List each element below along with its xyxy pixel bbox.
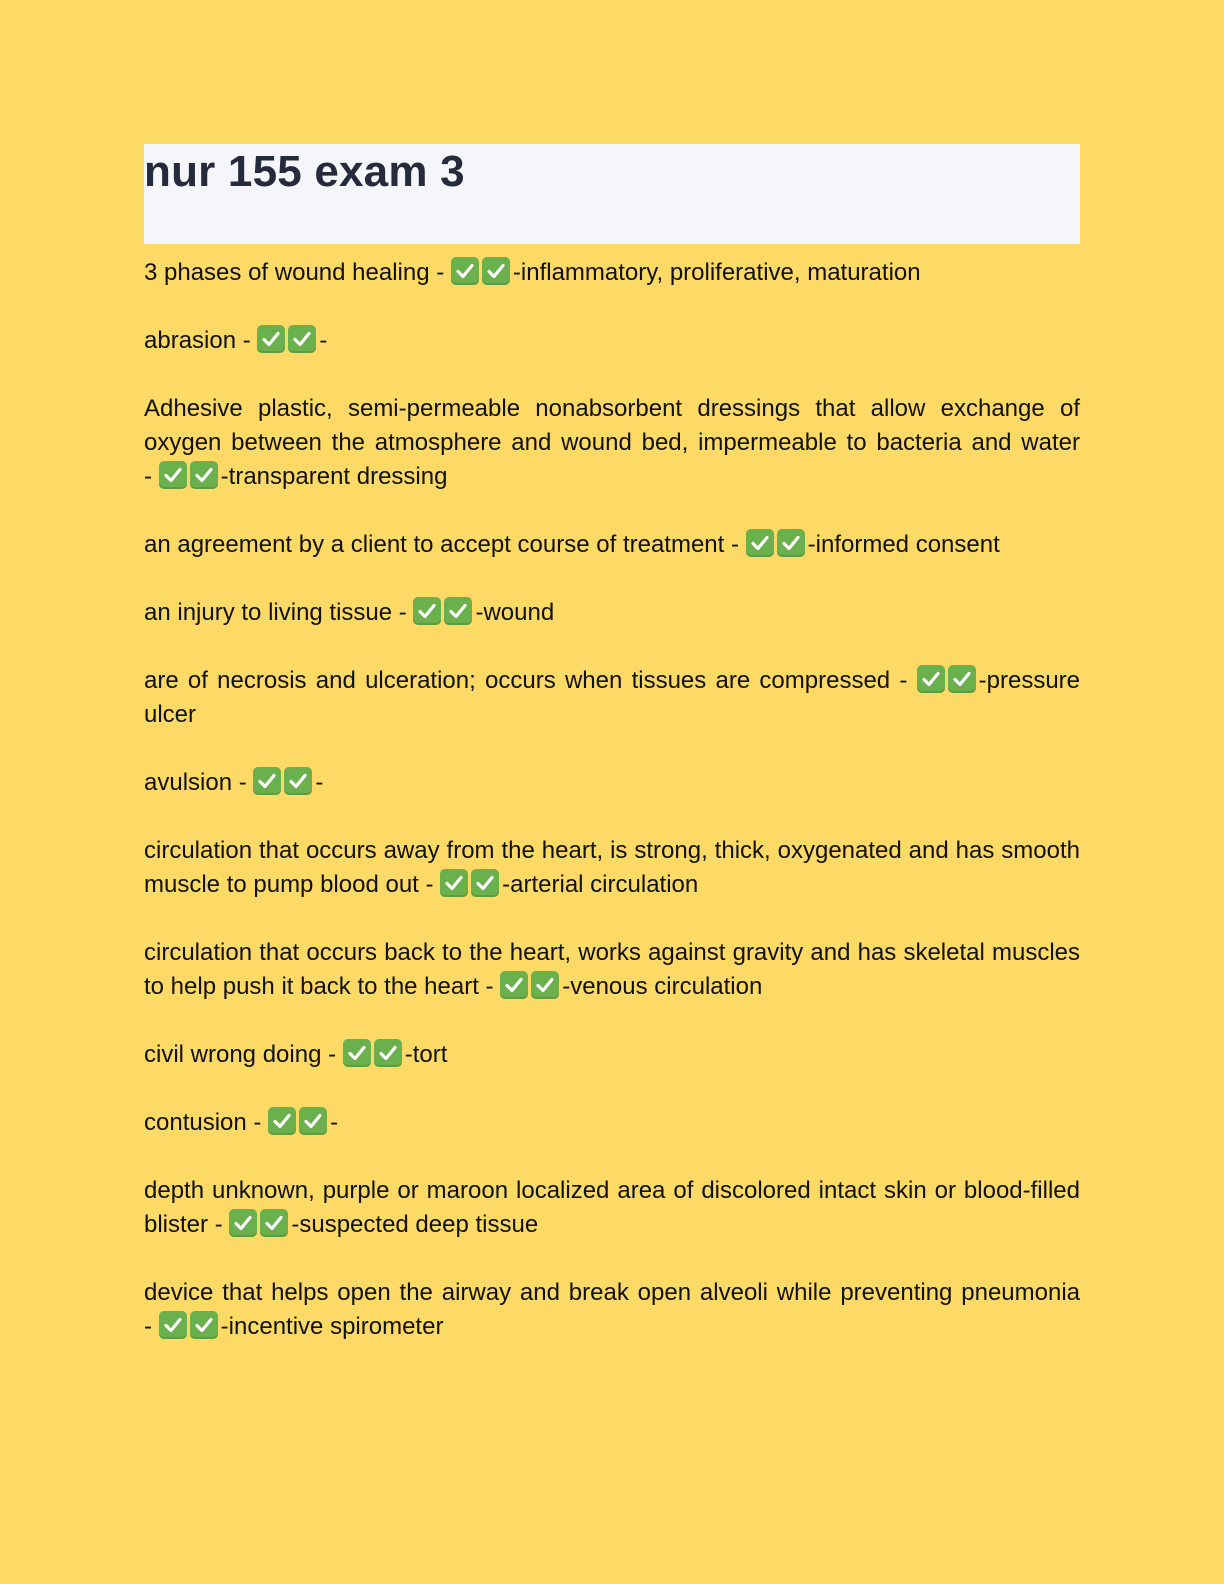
page-title: nur 155 exam 3 [144,147,465,196]
entry-term: 3 phases of wound healing [144,259,430,286]
check-mark-button-icon [948,665,976,693]
check-mark-button-icon [917,665,945,693]
entry-answer: informed consent [815,531,1000,558]
entry-separator: - [478,973,501,1000]
check-mark-button-icon [159,1311,187,1339]
entry-answer-prefix: - [562,973,571,1000]
check-mark-button-icon [260,1209,288,1237]
entry-term: circulation that occurs back to the heart, works against gravity and has skeletal muscles to help push it back to the heart [144,939,1080,1000]
flashcard-entry [144,1276,1080,1344]
check-mark-button-icon [374,1039,402,1067]
entry-separator: - [429,259,451,286]
entry-answer-prefix: - [291,1211,300,1238]
entry-term: an injury to living tissue [144,599,393,626]
entry-term: an agreement by a client to accept course of treatment [144,531,725,558]
entry-term: Adhesive plastic, semi-permeable nonabsorbent dressings that allow exchange of oxygen between the atmosphere and wound bed, impermeable to bacteria and water [144,395,1080,456]
check-mark-button-icon [284,767,312,795]
check-mark-button-icon [159,461,187,489]
entry-answer: transparent dressing [228,463,448,490]
entry-separator: - [144,463,159,490]
entry-answer-prefix: - [220,1313,229,1340]
flashcard-entry [144,834,1080,902]
check-mark-button-icon [299,1107,327,1135]
flashcard-entry [144,1106,1080,1140]
flashcard-entry [144,664,1080,732]
entry-answer: pressure ulcer [144,667,1080,728]
check-mark-button-icon [229,1209,257,1237]
check-mark-button-icon [343,1039,371,1067]
entry-separator: - [724,531,746,558]
entry-term: civil wrong doing [144,1041,322,1068]
check-mark-button-icon [777,529,805,557]
check-mark-button-icon [746,529,774,557]
check-mark-button-icon [440,869,468,897]
document-page [144,144,1080,1378]
check-mark-button-icon [253,767,281,795]
check-mark-button-icon [500,971,528,999]
entry-answer: arterial circulation [510,871,699,898]
check-mark-button-icon [531,971,559,999]
entry-separator: - [232,769,254,796]
flashcard-entry [144,936,1080,1004]
check-mark-button-icon [288,325,316,353]
entry-separator: - [246,1109,269,1136]
entry-term: abrasion [144,327,237,354]
entry-separator: - [890,667,917,694]
entry-answer: tort [412,1041,448,1068]
flashcard-entry [144,392,1080,494]
entry-answer: inflammatory, proliferative, maturation [520,259,921,286]
entry-term: device that helps open the airway and break open alveoli while preventing pneumonia [144,1279,1080,1306]
entry-term: are of necrosis and ulceration; occurs when tissues are compressed [144,667,891,694]
entry-answer-prefix: - [315,769,324,796]
entry-answer: wound [483,599,555,626]
entry-separator: - [144,1313,159,1340]
entry-answer-prefix: - [512,259,521,286]
entry-answer-prefix: - [807,531,816,558]
check-mark-button-icon [413,597,441,625]
check-mark-button-icon [451,257,479,285]
check-mark-button-icon [482,257,510,285]
flashcard-entry [144,596,1080,630]
check-mark-button-icon [471,869,499,897]
entry-answer-prefix: - [330,1109,339,1136]
entry-term: contusion [144,1109,247,1136]
entry-term: circulation that occurs away from the heart, is strong, thick, oxygenated and has smooth muscle to pump blood out [144,837,1080,898]
entry-answer: venous circulation [570,973,763,1000]
check-mark-button-icon [190,461,218,489]
entry-term: depth unknown, purple or maroon localized area of discolored intact skin or blood-filled blister [144,1177,1080,1238]
flashcard-list [144,256,1080,1344]
entry-answer-prefix: - [978,667,987,694]
entry-separator: - [321,1041,343,1068]
flashcard-entry [144,256,1080,290]
flashcard-entry [144,324,1080,358]
entry-term: avulsion [144,769,233,796]
entry-answer-prefix: - [502,871,511,898]
title-banner [144,144,1080,244]
flashcard-entry [144,528,1080,562]
check-mark-button-icon [257,325,285,353]
entry-answer-prefix: - [220,463,229,490]
entry-separator: - [236,327,258,354]
flashcard-entry [144,1174,1080,1242]
flashcard-entry [144,766,1080,800]
check-mark-button-icon [268,1107,296,1135]
entry-answer-prefix: - [404,1041,413,1068]
entry-answer-prefix: - [319,327,328,354]
check-mark-button-icon [444,597,472,625]
flashcard-entry [144,1038,1080,1072]
check-mark-button-icon [190,1311,218,1339]
entry-separator: - [418,871,441,898]
entry-answer: incentive spirometer [228,1313,444,1340]
entry-answer: suspected deep tissue [299,1211,539,1238]
entry-answer-prefix: - [475,599,484,626]
entry-separator: - [208,1211,230,1238]
entry-separator: - [392,599,414,626]
